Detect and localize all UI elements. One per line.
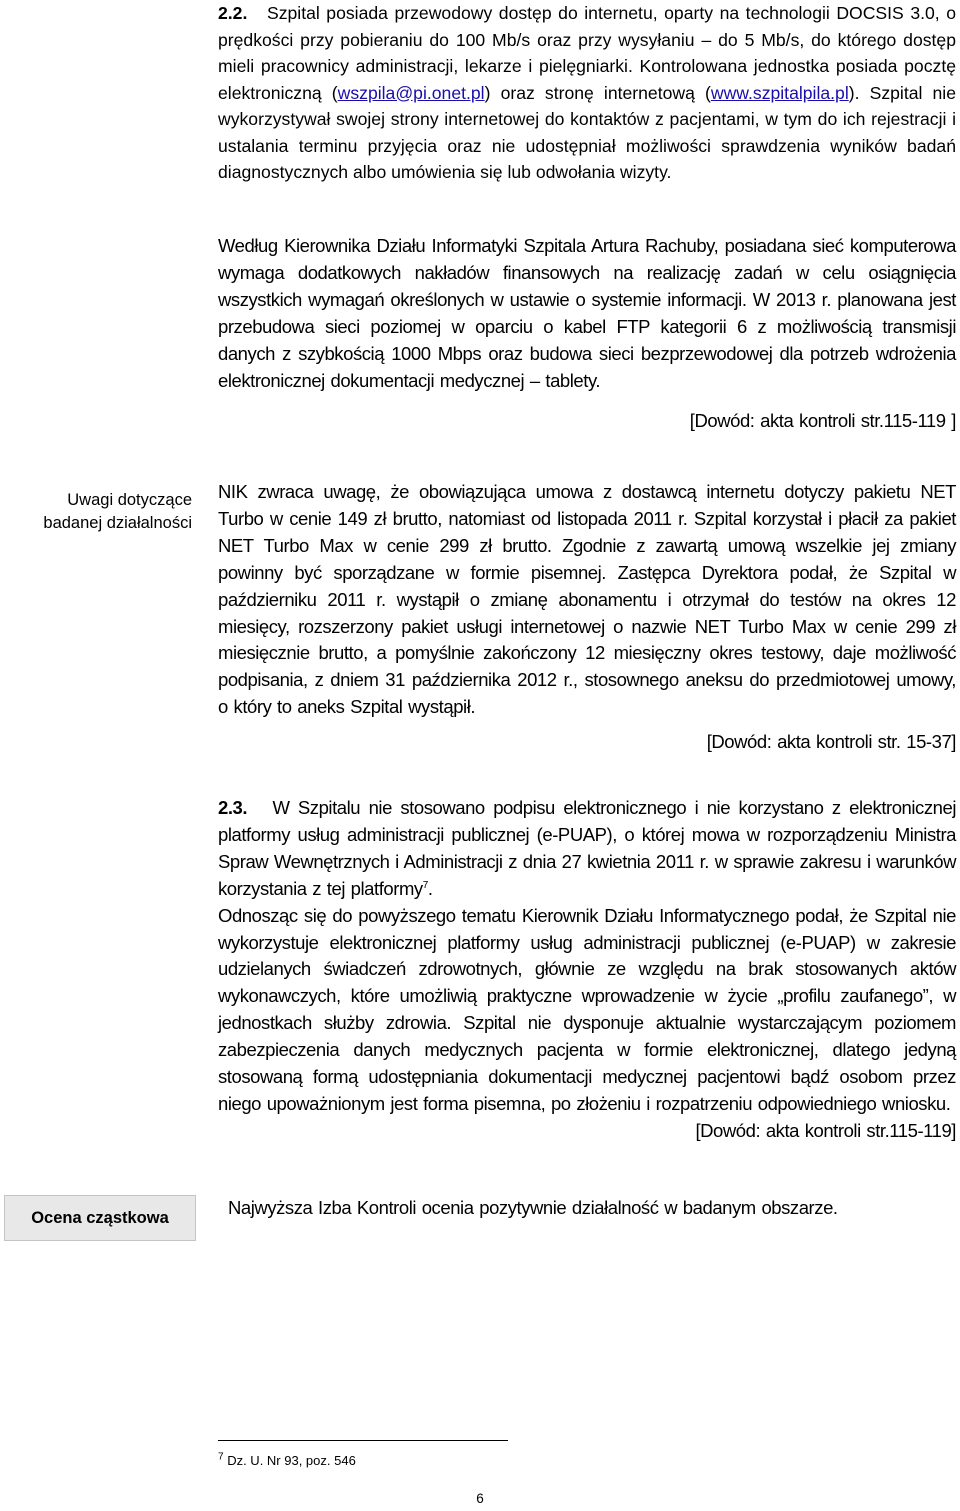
- section-2-3-text-end: .: [427, 877, 433, 899]
- section-2-2-cont: [218, 233, 956, 435]
- page-number: 6: [476, 1491, 484, 1506]
- website-link[interactable]: www.szpitalpila.pl: [710, 82, 849, 103]
- evidence-remarks: [Dowód: akta kontroli str. 15-37]: [706, 731, 956, 753]
- assessment-label-box: [4, 1195, 196, 1241]
- section-number: 2.2.: [218, 3, 248, 23]
- email-link[interactable]: wszpila@pi.onet.pl: [337, 82, 485, 103]
- section-2-3-paragraph-1: [218, 795, 956, 903]
- footnote-divider: [218, 1440, 508, 1441]
- section-2-2: [218, 0, 956, 186]
- section-2-2-paragraph-2: Według Kierownika Działu Informatyki Szpitala Artura Rachuby, posiadana sieć komputerowa wymaga dodatkowych nakładów finansowych na realizację zadań w celu osiągnięcia wszystkich wymagań określonych w ustawie o systemie informacji. W 2013 r. planowana jest przebudowa sieci poziomej w oparciu o kabel FTP kategorii 6 z możliwością transmisji danych z szybkością 1000 Mbps oraz budowa sieci bezprzewodowej dla potrzeb wdrożenia elektronicznej dokumentacji medycznej – tablety.: [218, 235, 956, 391]
- footnote-number: 7: [218, 1451, 224, 1463]
- assessment-label: Ocena cząstkowa: [31, 1208, 169, 1227]
- section-2-3-text-1: W Szpitalu nie stosowano podpisu elektronicznego i nie korzystano z elektronicznej platformy usług administracji publicznej (e-PUAP), o której mowa w rozporządzeniu Ministra Spraw Wewnętrznych i Administracji z dnia 27 kwietnia 2011 r. w sprawie zakresu i warunków korzystania z tej platformy: [218, 797, 956, 899]
- section-2-2-text-1: Szpital posiada przewodowy dostęp do internetu, oparty na technologii DOCSIS 3.0, o prędkości przy pobieraniu do 100 Mb/s oraz przy wysyłaniu – do 5 Mb/s, do którego dostęp mieli pracownicy administracji, lekarze i pielęgniarki. Kontrolowana jednostka posiada pocztę elektroniczną (: [218, 3, 956, 103]
- section-2-2-paragraph-1: [218, 0, 956, 186]
- section-2-2-text-2: ) oraz stronę internetową (: [484, 82, 711, 103]
- section-2-2-text-3: ). Szpital nie wykorzystywał swojej strony internetowej do kontaktów z pacjentami, w tym do ich rejestracji i ustalania terminu przyjęcia oraz nie udostępniał możliwości sprawdzenia wyników badań diagnostycznych albo umówienia się lub odwołania wizyty.: [218, 82, 956, 182]
- section-2-3-paragraph-2: Odnosząc się do powyższego tematu Kierownik Działu Informatycznego podał, że Szpital nie wykorzystuje elektronicznej platformy usług administracji publicznej (e-PUAP) w zakresie udzielanych świadczeń zdrowotnych, głównie ze względu na brak stosowanych aktów wykonawczych, które umożliwią praktyczne wprowadzenie w życie „profilu zaufanego”, w jednostkach służby zdrowia. Szpital nie dysponuje aktualnie wystarczającym poziomem zabezpieczenia danych medycznych pacjenta w formie elektronicznej, dlatego jedyną stosowaną formą udostępniania dokumentacji medycznej pacjentowi bądź osobom przez niego upoważnionym jest forma pisemna, po złożeniu i rozpatrzeniu odpowiedniego wniosku.: [218, 904, 956, 1114]
- footnote-text: Dz. U. Nr 93, poz. 546: [227, 1453, 356, 1468]
- evidence-2-2: [Dowód: akta kontroli str.115-119 ]: [689, 410, 956, 432]
- side-label-remarks: Uwagi dotyczące badanej działalności: [43, 491, 192, 532]
- footnote: [218, 1453, 356, 1468]
- remarks-block: [218, 479, 956, 756]
- footnote-ref: 7: [422, 879, 428, 891]
- evidence-2-3: [Dowód: akta kontroli str.115-119]: [695, 1119, 956, 1141]
- remarks-paragraph: NIK zwraca uwagę, że obowiązująca umowa z dostawcą internetu dotyczy pakietu NET Turbo w cenie 149 zł brutto, natomiast od listopada 2011 r. Szpital korzystał i płacił za pakiet NET Turbo Max w cenie 299 zł brutto. Zgodnie z zawartą umową wszelkie jej zmiany powinny być sporządzane w formie pisemnej. Zastępca Dyrektora podał, że Szpital w październiku 2011 r. wystąpił o zmianę abonamentu i otrzymał do testów na okres 12 miesięcy, rozszerzony pakiet usługi internetowej o nazwie NET Turbo Max w cenie 299 zł miesięcznie brutto, a pomyślnie zakończony 12 miesięczny okres testowy, daje możliwość podpisania, z dniem 31 października 2012 r., stosownego aneksu do przedmiotowej umowy, o który to aneks Szpital wystąpił.: [218, 481, 956, 718]
- section-number: 2.3.: [218, 797, 248, 818]
- section-2-3: [218, 795, 956, 1145]
- assessment-text: Najwyższa Izba Kontroli ocenia pozytywnie działalność w badanym obszarze.: [228, 1197, 838, 1218]
